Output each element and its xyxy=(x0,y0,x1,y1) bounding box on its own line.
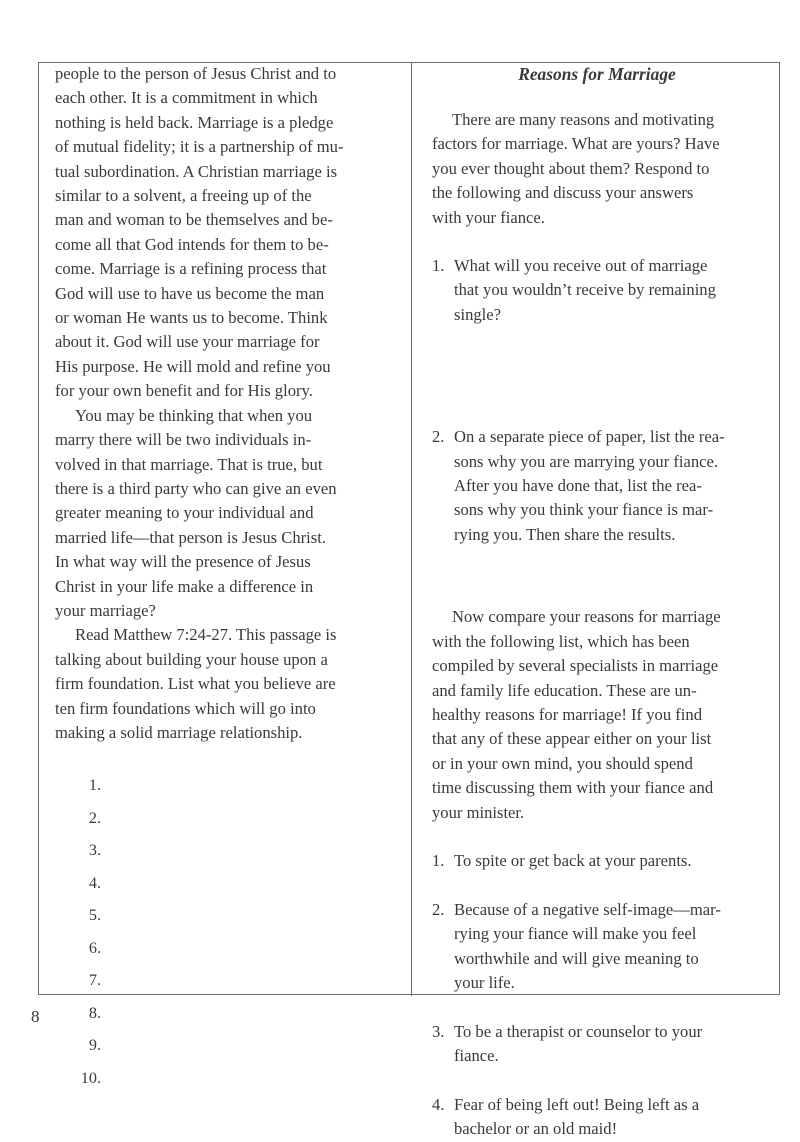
text-line: bachelor or an old maid! xyxy=(454,1119,618,1139)
text-line: or in your own mind, you should spend xyxy=(432,753,693,773)
list-item-number: 1. xyxy=(432,850,445,870)
paragraph-third-party xyxy=(55,404,395,624)
list-item-number: 4. xyxy=(432,1094,445,1114)
spacer xyxy=(55,745,395,769)
text-line: there is a third party who can give an even xyxy=(55,478,337,498)
text-line: healthy reasons for marriage! If you find xyxy=(432,704,703,724)
text-line: your minister. xyxy=(432,802,525,822)
blank-list-item[interactable] xyxy=(55,802,395,835)
text-line: come. Marriage is a refining process that xyxy=(55,259,327,279)
text-line: talking about building your house upon a xyxy=(55,649,328,669)
blank-list-item[interactable] xyxy=(55,1029,395,1062)
text-line: After you have done that, list the rea- xyxy=(454,476,702,496)
paragraph-commitment xyxy=(55,62,395,404)
text-line: rying you. Then share the results. xyxy=(454,524,676,544)
blank-list-item[interactable] xyxy=(55,997,395,1030)
text-line: ten firm foundations which will go into xyxy=(55,698,316,718)
blank-list-item[interactable] xyxy=(55,769,395,802)
text-line: with your fiance. xyxy=(432,207,545,227)
blank-list-item[interactable] xyxy=(55,932,395,965)
blank-list-item[interactable] xyxy=(55,1062,395,1095)
column-divider-rule xyxy=(411,62,412,996)
list-item-number: 2. xyxy=(432,427,445,447)
list-item-number: 1. xyxy=(432,256,445,276)
text-line: come all that God intends for them to be- xyxy=(55,234,329,254)
text-line: each other. It is a commitment in which xyxy=(55,88,318,108)
blank-list-item[interactable] xyxy=(55,899,395,932)
list-item-number: 7. xyxy=(88,971,101,990)
text-line: Fear of being left out! Being left as a xyxy=(454,1094,700,1114)
text-line: that you wouldn’t receive by remaining xyxy=(454,280,716,300)
list-item-number: 3. xyxy=(432,1021,445,1041)
text-line: your life. xyxy=(454,972,515,992)
text-line: similar to a solvent, a freeing up of the xyxy=(55,186,312,206)
text-line: fiance. xyxy=(454,1046,499,1066)
text-line: man and woman to be themselves and be- xyxy=(55,210,333,230)
firm-foundations-blank-list xyxy=(55,769,395,1094)
text-line: greater meaning to your individual and xyxy=(55,503,314,523)
spacer xyxy=(432,575,762,605)
text-line: volved in that marriage. That is true, but xyxy=(55,454,323,474)
list-item-number: 5. xyxy=(88,906,101,925)
text-line: your marriage? xyxy=(55,600,156,620)
unhealthy-reasons-list xyxy=(432,849,762,1142)
list-item-number: 1. xyxy=(88,776,101,795)
spacer xyxy=(432,230,762,254)
spacer xyxy=(432,825,762,849)
unhealthy-reason-item xyxy=(432,898,762,996)
text-line: There are many reasons and motivating xyxy=(452,110,715,129)
answer-write-in-space[interactable] xyxy=(432,547,762,575)
unhealthy-reason-item xyxy=(432,1020,762,1069)
text-line: for your own benefit and for His glory. xyxy=(55,381,313,401)
text-line: worthwhile and will give meaning to xyxy=(454,948,699,968)
text-line: nothing is held back. Marriage is a pledge xyxy=(55,112,334,132)
text-line: and family life education. These are un- xyxy=(432,680,697,700)
question-item[interactable] xyxy=(432,425,762,547)
text-line: To be a therapist or counselor to your xyxy=(454,1021,703,1041)
spacer xyxy=(432,86,762,108)
list-item-number: 6. xyxy=(88,938,101,957)
text-line: Now compare your reasons for marriage xyxy=(452,607,721,627)
text-line: the following and discuss your answers xyxy=(432,183,694,203)
list-item-number: 8. xyxy=(88,1003,101,1022)
unhealthy-reason-item xyxy=(432,849,762,873)
text-line: Because of a negative self-image—mar- xyxy=(454,899,721,919)
answer-write-in-space[interactable] xyxy=(432,327,762,425)
text-line: You may be thinking that when you xyxy=(75,405,313,425)
text-line: sons why you think your fiance is mar- xyxy=(454,500,714,520)
text-line: rying your fiance will make you feel xyxy=(454,924,697,944)
text-line: sons why you are marrying your fiance. xyxy=(454,451,719,471)
paragraph-matthew xyxy=(55,623,395,745)
text-line: In what way will the presence of Jesus xyxy=(55,552,311,572)
right-column xyxy=(432,62,762,1142)
blank-list-item[interactable] xyxy=(55,867,395,900)
list-item-number: 10. xyxy=(80,1068,101,1087)
blank-list-item[interactable] xyxy=(55,834,395,867)
text-line: compiled by several specialists in marriage xyxy=(432,656,719,676)
page-number: 8 xyxy=(31,1007,40,1026)
text-line: His purpose. He will mold and refine you xyxy=(55,356,331,376)
text-line: of mutual fidelity; it is a partnership of mu- xyxy=(55,137,344,157)
text-line: people to the person of Jesus Christ and to xyxy=(55,64,337,83)
list-item-number: 9. xyxy=(88,1036,101,1055)
text-line: making a solid marriage relationship. xyxy=(55,722,303,742)
text-line: you ever thought about them? Respond to xyxy=(432,158,710,178)
text-line: To spite or get back at your parents. xyxy=(454,850,692,870)
list-item-number: 2. xyxy=(432,899,445,919)
text-line: married life—that person is Jesus Christ. xyxy=(55,527,326,547)
unhealthy-reason-item xyxy=(432,1093,762,1142)
text-line: factors for marriage. What are yours? Have xyxy=(432,134,720,154)
text-line: or woman He wants us to become. Think xyxy=(55,308,328,328)
text-line: with the following list, which has been xyxy=(432,631,690,651)
text-line: single? xyxy=(454,304,502,324)
text-line: about it. God will use your marriage for xyxy=(55,332,320,352)
response-questions-list xyxy=(432,254,762,575)
list-item-number: 4. xyxy=(88,873,101,892)
list-item-number: 2. xyxy=(88,808,101,827)
blank-list-item[interactable] xyxy=(55,964,395,997)
text-line: that any of these appear either on your list xyxy=(432,729,712,749)
paragraph-compare xyxy=(432,605,762,825)
text-line: On a separate piece of paper, list the rea- xyxy=(454,427,725,447)
text-line: firm foundation. List what you believe are xyxy=(55,674,336,694)
text-line: Read Matthew 7:24-27. This passage is xyxy=(75,625,337,645)
paragraph-intro xyxy=(432,108,762,230)
question-item[interactable] xyxy=(432,254,762,327)
section-heading: Reasons for Marriage xyxy=(518,64,676,84)
text-line: marry there will be two individuals in- xyxy=(55,430,312,450)
text-line: God will use to have us become the man xyxy=(55,283,325,303)
text-line: Christ in your life make a difference in xyxy=(55,576,314,596)
text-line: What will you receive out of marriage xyxy=(454,256,708,276)
text-line: time discussing them with your fiance and xyxy=(432,778,714,798)
left-column xyxy=(55,62,395,1094)
text-line: tual subordination. A Christian marriage is xyxy=(55,161,338,181)
list-item-number: 3. xyxy=(88,841,101,860)
